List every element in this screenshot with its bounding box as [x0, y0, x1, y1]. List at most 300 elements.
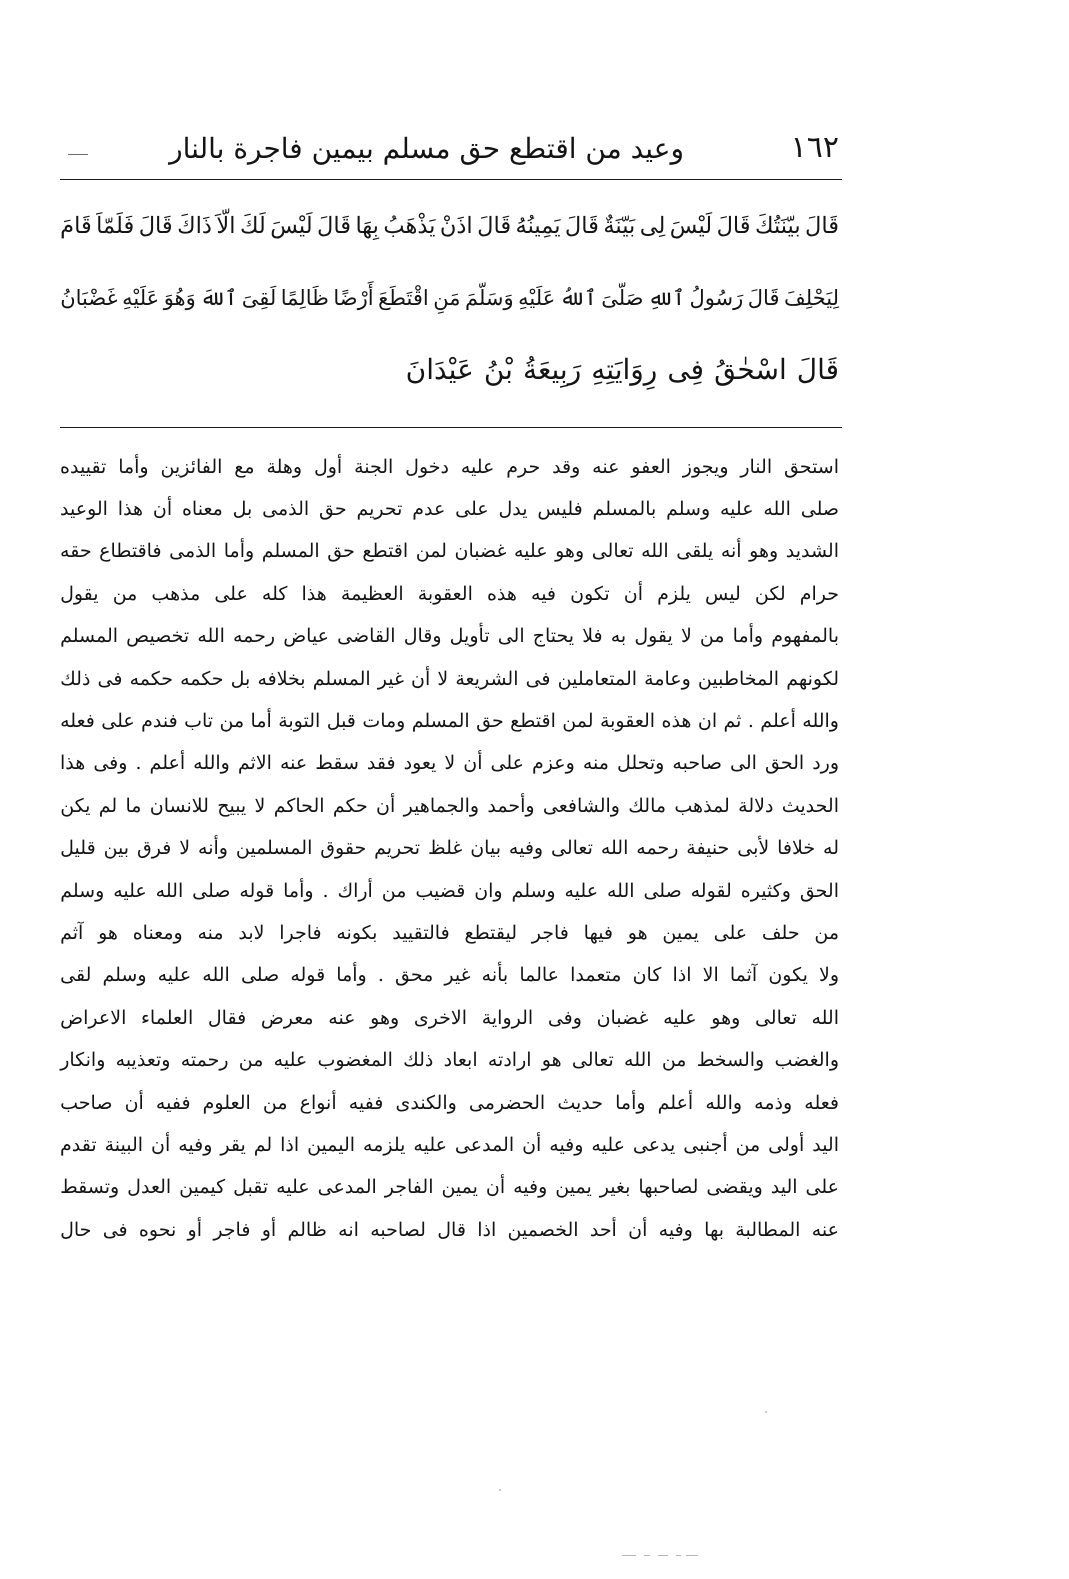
commentary-line — [60, 955, 839, 997]
word: بْنُ — [483, 353, 513, 386]
word: الذمى — [169, 540, 217, 563]
hadith-line — [60, 334, 839, 406]
word: عليه — [276, 1176, 310, 1199]
word: أراك — [337, 879, 373, 902]
commentary-line — [60, 1209, 839, 1251]
word: لأبى — [737, 837, 770, 860]
word: المتعاملين — [557, 667, 638, 690]
page-number: ١٦٢ — [790, 130, 839, 165]
word: المطالبة — [735, 1218, 801, 1241]
word: لَقِىَ — [241, 285, 277, 310]
word: ليقتطع — [464, 921, 518, 944]
word: وقد — [552, 455, 581, 478]
word: من — [112, 582, 138, 605]
word: عَلَيْهِ — [518, 285, 556, 310]
word: أما — [250, 710, 272, 733]
commentary-line — [60, 1124, 839, 1166]
word: اقْتَطَعَ — [378, 285, 429, 310]
word: لم — [98, 794, 118, 817]
word: بالمسلم — [592, 498, 657, 521]
word: الحديث — [781, 794, 839, 817]
word: وفيه — [508, 837, 544, 860]
word: صاحبه — [672, 752, 722, 775]
commentary-line — [60, 531, 839, 573]
word: المخاطبين — [697, 667, 780, 690]
word: العلماء — [141, 1006, 194, 1029]
word: أن — [151, 1133, 171, 1156]
word: الفائزين — [160, 455, 223, 478]
word: فندم — [141, 710, 178, 733]
word: على — [490, 752, 524, 775]
word: وأما — [283, 879, 314, 902]
page-header — [60, 128, 839, 172]
word: فى — [102, 1218, 128, 1241]
word: قبل — [326, 710, 356, 733]
word: ليس — [705, 582, 741, 605]
word: ٱللهَ — [200, 285, 238, 310]
word: الشريعة — [455, 667, 519, 690]
word: والجماهير — [403, 794, 480, 817]
word: قَالَ — [796, 353, 839, 386]
word: ذلك — [403, 1049, 434, 1072]
word: اذَنْ — [439, 212, 473, 239]
word: الذمى — [262, 498, 310, 521]
word: الرواية — [481, 1006, 534, 1029]
commentary-line — [60, 446, 839, 488]
scan-dot — [765, 1411, 767, 1413]
word: اقتطع — [510, 710, 556, 733]
word: البينة — [104, 1133, 144, 1156]
word: رحمته — [180, 1049, 229, 1072]
word: لم — [253, 1133, 273, 1156]
word: يلزم — [657, 582, 691, 605]
word: وفيه — [658, 1218, 693, 1241]
word: الوعيد — [60, 498, 108, 521]
commentary-line — [60, 1082, 839, 1124]
word: الى — [497, 625, 525, 648]
word: بأنه — [481, 964, 509, 987]
word: العفو — [631, 455, 671, 478]
word: صلى — [643, 879, 682, 902]
commentary-line — [60, 616, 839, 658]
word: حق — [327, 540, 355, 563]
word: هذه — [661, 710, 692, 733]
word: لَكَ — [239, 212, 266, 239]
commentary-text-block — [60, 446, 839, 1251]
word: وهو — [711, 1006, 741, 1029]
word: من — [735, 1133, 761, 1156]
word: والكندى — [395, 1091, 457, 1114]
word: لا — [254, 794, 266, 817]
word: من — [238, 1049, 264, 1072]
word: ذَاكَ — [177, 212, 212, 239]
word: يمين — [662, 921, 699, 944]
word: اذا — [672, 964, 692, 987]
word: المدعى — [317, 1176, 377, 1199]
word: أول — [313, 455, 343, 478]
word: حرام — [799, 582, 839, 605]
word: وسلم — [666, 498, 711, 521]
word: وَسَلّمَ — [464, 285, 514, 310]
word: حق — [319, 498, 347, 521]
word: الله — [197, 625, 225, 648]
word: حكمه — [129, 667, 173, 690]
header-rule — [60, 179, 842, 180]
word: بالمفهوم — [771, 625, 839, 648]
word: . — [377, 964, 384, 987]
word: غير — [377, 667, 404, 690]
word: بين — [103, 837, 130, 860]
word: هو — [627, 921, 648, 944]
word: هذا — [60, 752, 86, 775]
word: الله — [641, 540, 669, 563]
word: غلظ — [428, 837, 463, 860]
word: يقر — [220, 1133, 246, 1156]
word: هو — [541, 1049, 562, 1072]
word: لمذهب — [674, 794, 730, 817]
word: رَبِيعَةُ — [522, 353, 582, 386]
word: عليه — [663, 1006, 697, 1029]
word: وان — [474, 879, 503, 902]
word: وذمه — [754, 1091, 793, 1114]
word: أحد — [589, 1218, 617, 1241]
word: والله — [802, 710, 839, 733]
word: من — [814, 921, 839, 944]
word: أن — [485, 1176, 506, 1199]
word: هذه — [486, 582, 517, 605]
word: وفيه — [549, 1133, 584, 1156]
word: اليد — [770, 1176, 798, 1199]
word: فاقتطاع — [99, 540, 162, 563]
word: المسلم — [312, 667, 371, 690]
word: صاحب — [60, 1091, 113, 1114]
word: تحريم — [356, 498, 403, 521]
word: على — [713, 921, 748, 944]
word: فرق — [137, 837, 172, 860]
word: غضبان — [454, 540, 507, 563]
word: ولا — [818, 964, 839, 987]
word: اذا — [280, 1133, 300, 1156]
word: وتحلل — [616, 752, 665, 775]
word: أَرْضًا — [333, 285, 374, 310]
word: مذهب — [151, 582, 201, 605]
word: سقط — [315, 752, 359, 775]
word: العدل — [127, 1176, 172, 1199]
word: قَالَ — [138, 212, 173, 239]
word: وَهُوَ — [163, 285, 196, 310]
word: ففيه — [348, 1091, 384, 1114]
word: وقال — [403, 625, 442, 648]
word: اذا — [477, 1218, 497, 1241]
word: حقوق — [320, 837, 367, 860]
word: وأما — [615, 1091, 646, 1114]
word: غضبان — [596, 1006, 649, 1029]
word: والشافعى — [542, 794, 620, 817]
word: وفى — [547, 1006, 582, 1029]
section-divider-rule — [60, 427, 842, 428]
word: من — [262, 1091, 288, 1114]
word: يكن — [60, 794, 91, 817]
word: تقبل — [233, 1176, 269, 1199]
word: ومعناه — [132, 921, 183, 944]
word: بخلافه — [257, 667, 306, 690]
word: ان — [697, 710, 718, 733]
word: ٱللهُ — [559, 285, 597, 310]
word: يَذْهَبُ — [383, 212, 436, 239]
commentary-line — [60, 1039, 839, 1081]
word: فعله — [804, 1091, 839, 1114]
word: قَالَ — [805, 212, 839, 239]
commentary-line — [60, 828, 839, 870]
word: ابعاد — [443, 1049, 478, 1072]
word: الله — [624, 1049, 652, 1072]
word: فليس — [537, 498, 583, 521]
running-title: وعيد من اقتطع حق مسلم بيمين فاجرة بالنار — [169, 132, 684, 165]
word: أعلم — [149, 752, 186, 775]
word: الحق — [764, 752, 805, 775]
word: لا — [437, 667, 449, 690]
word: حكم — [332, 794, 368, 817]
word: أنواع — [299, 1091, 337, 1114]
word: وهو — [370, 1006, 400, 1029]
word: آثما — [729, 964, 758, 987]
word: القاضى — [337, 625, 396, 648]
word: التوبة — [278, 710, 321, 733]
word: تاب — [184, 710, 214, 733]
word: فِى — [667, 353, 705, 386]
word: عياض — [283, 625, 330, 648]
word: رحمه — [636, 837, 679, 860]
word: الخصمين — [507, 1218, 579, 1241]
word: دخول — [405, 455, 449, 478]
word: على — [101, 710, 135, 733]
word: وأما — [336, 964, 367, 987]
word: ثم — [723, 710, 742, 733]
word: الله — [606, 879, 635, 902]
word: أن — [522, 1133, 542, 1156]
word: النار — [740, 455, 773, 478]
hadith-text-block — [60, 190, 839, 406]
word: نحوه — [138, 1218, 177, 1241]
word: قَالَ — [477, 212, 512, 239]
word: ففيه — [155, 1091, 191, 1114]
word: حقه — [60, 540, 92, 563]
word: ما — [125, 794, 142, 817]
word: وفى — [93, 752, 128, 775]
word: تعالى — [551, 837, 593, 860]
word: ارادته — [487, 1049, 532, 1072]
word: وعزم — [532, 752, 575, 775]
word: قَالَ — [564, 212, 599, 239]
word: عنه — [280, 752, 308, 775]
word: أن — [411, 667, 431, 690]
word: صلى — [240, 964, 280, 987]
word: وكثيره — [740, 879, 791, 902]
word: صَلّىَ — [601, 285, 644, 310]
word: المدعى — [454, 1133, 515, 1156]
word: لقوله — [690, 879, 732, 902]
word: مع — [234, 455, 255, 478]
word: فى — [525, 667, 551, 690]
word: الاعراض — [60, 1006, 127, 1029]
word: يلقى — [676, 540, 714, 563]
word: العلوم — [202, 1091, 251, 1114]
word: الجنة — [354, 455, 394, 478]
word: للانسان — [149, 794, 209, 817]
word: أن — [376, 794, 396, 817]
word: . — [322, 879, 329, 902]
word: وعامة — [644, 667, 691, 690]
word: لكن — [754, 582, 786, 605]
word: ذلك — [60, 667, 91, 690]
word: لِيَحْلِفَ — [784, 285, 839, 310]
word: العقوبة — [417, 582, 473, 605]
word: عليه — [157, 964, 192, 987]
word: هذا — [117, 498, 144, 521]
word: عنه — [328, 1006, 356, 1029]
word: تعالى — [754, 1006, 797, 1029]
word: قَامَ — [60, 212, 92, 239]
word: وسلم — [511, 879, 556, 902]
word: ويقضى — [706, 1176, 763, 1199]
word: الحق — [799, 879, 839, 902]
word: لِى — [639, 212, 666, 239]
word: فالتقييد — [392, 921, 450, 944]
word: انه — [338, 1218, 359, 1241]
word: وأما — [732, 625, 764, 648]
word: حلف — [761, 921, 800, 944]
commentary-line — [60, 700, 839, 742]
word: معناه — [181, 498, 223, 521]
word: لا — [680, 625, 692, 648]
word: فعله — [60, 710, 95, 733]
word: يَمِينُهُ — [515, 212, 561, 239]
word: قوله — [239, 879, 275, 902]
word: أو — [261, 1218, 277, 1241]
word: ورد — [812, 752, 839, 775]
word: يمين — [441, 1176, 478, 1199]
word: الا — [702, 964, 719, 987]
word: والله — [193, 752, 230, 775]
word: عليه — [719, 498, 754, 521]
scan-specks — [622, 1551, 702, 1561]
word: الفاجر — [384, 1176, 434, 1199]
word: عدم — [412, 498, 446, 521]
word: الحاكم — [273, 794, 325, 817]
word: عَيْدَانَ — [405, 353, 474, 386]
commentary-line — [60, 658, 839, 700]
word: الاخرى — [413, 1006, 468, 1029]
word: كله — [261, 582, 288, 605]
word: لا — [179, 837, 191, 860]
word: وأما — [118, 455, 149, 478]
word: لا — [444, 752, 456, 775]
word: من — [381, 879, 407, 902]
word: منه — [582, 752, 609, 775]
word: له — [823, 837, 839, 860]
word: عليه — [460, 455, 495, 478]
word: عليه — [514, 540, 548, 563]
word: بل — [232, 498, 253, 521]
word: حرم — [506, 455, 541, 478]
word: الله — [202, 964, 230, 987]
word: تعالى — [571, 1049, 614, 1072]
commentary-line — [60, 785, 839, 827]
header-mark — [68, 154, 88, 155]
word: أن — [463, 752, 483, 775]
word: يدعى — [632, 1133, 676, 1156]
word: وسلم — [60, 879, 105, 902]
word: من — [219, 710, 245, 733]
word: لَيْسَ — [669, 212, 713, 239]
word: وفيه — [178, 1133, 213, 1156]
word: فقد — [366, 752, 396, 775]
commentary-line — [60, 1167, 839, 1209]
word: يبيح — [217, 794, 247, 817]
word: حكمه — [180, 667, 224, 690]
word: عنه — [592, 455, 620, 478]
word: وفيه — [513, 1176, 548, 1199]
word: لابد — [238, 921, 265, 944]
word: بيان — [470, 837, 501, 860]
word: . — [747, 710, 754, 733]
word: وانكار — [60, 1049, 106, 1072]
word: الّاَ — [216, 212, 236, 239]
word: عليه — [591, 1133, 625, 1156]
word: وأما — [223, 540, 255, 563]
word: كيمين — [179, 1176, 226, 1199]
word: فى — [97, 667, 123, 690]
word: حق — [476, 710, 504, 733]
word: أن — [124, 1091, 144, 1114]
word: اسْحٰقُ — [714, 353, 787, 386]
word: تعالى — [591, 540, 634, 563]
word: أعلم — [760, 710, 796, 733]
word: عليه — [273, 1049, 308, 1072]
word: على — [455, 498, 489, 521]
word: وتسقط — [60, 1176, 120, 1199]
word: محق — [394, 964, 434, 987]
hadith-line — [60, 262, 839, 334]
word: أولى — [768, 1133, 805, 1156]
word: لمن — [415, 540, 447, 563]
word: أن — [152, 498, 173, 521]
word: لقى — [60, 964, 92, 987]
word: الاثم — [237, 752, 272, 775]
word: المسلم — [261, 540, 320, 563]
word: فاجر — [213, 1218, 251, 1241]
word: ومات — [362, 710, 406, 733]
word: وأنه — [198, 837, 228, 860]
word: تكون — [570, 582, 610, 605]
word: متعمدا — [570, 964, 622, 987]
commentary-line — [60, 573, 839, 615]
word: المسلم — [60, 625, 119, 648]
word: به — [610, 625, 627, 648]
word: لصاحبها — [638, 1176, 699, 1199]
word: فقال — [207, 1006, 247, 1029]
word: فَلَمّاَ — [96, 212, 135, 239]
word: رِوَايَتِهِ — [591, 353, 658, 386]
word: حال — [60, 1218, 92, 1241]
word: المسلم — [411, 710, 470, 733]
word: الحضرمى — [468, 1091, 546, 1114]
word: دلالة — [738, 794, 774, 817]
word: فاجر — [531, 921, 569, 944]
word: ٱللهِ — [648, 285, 685, 310]
word: أجنبى — [683, 1133, 728, 1156]
word: أنه — [720, 540, 742, 563]
